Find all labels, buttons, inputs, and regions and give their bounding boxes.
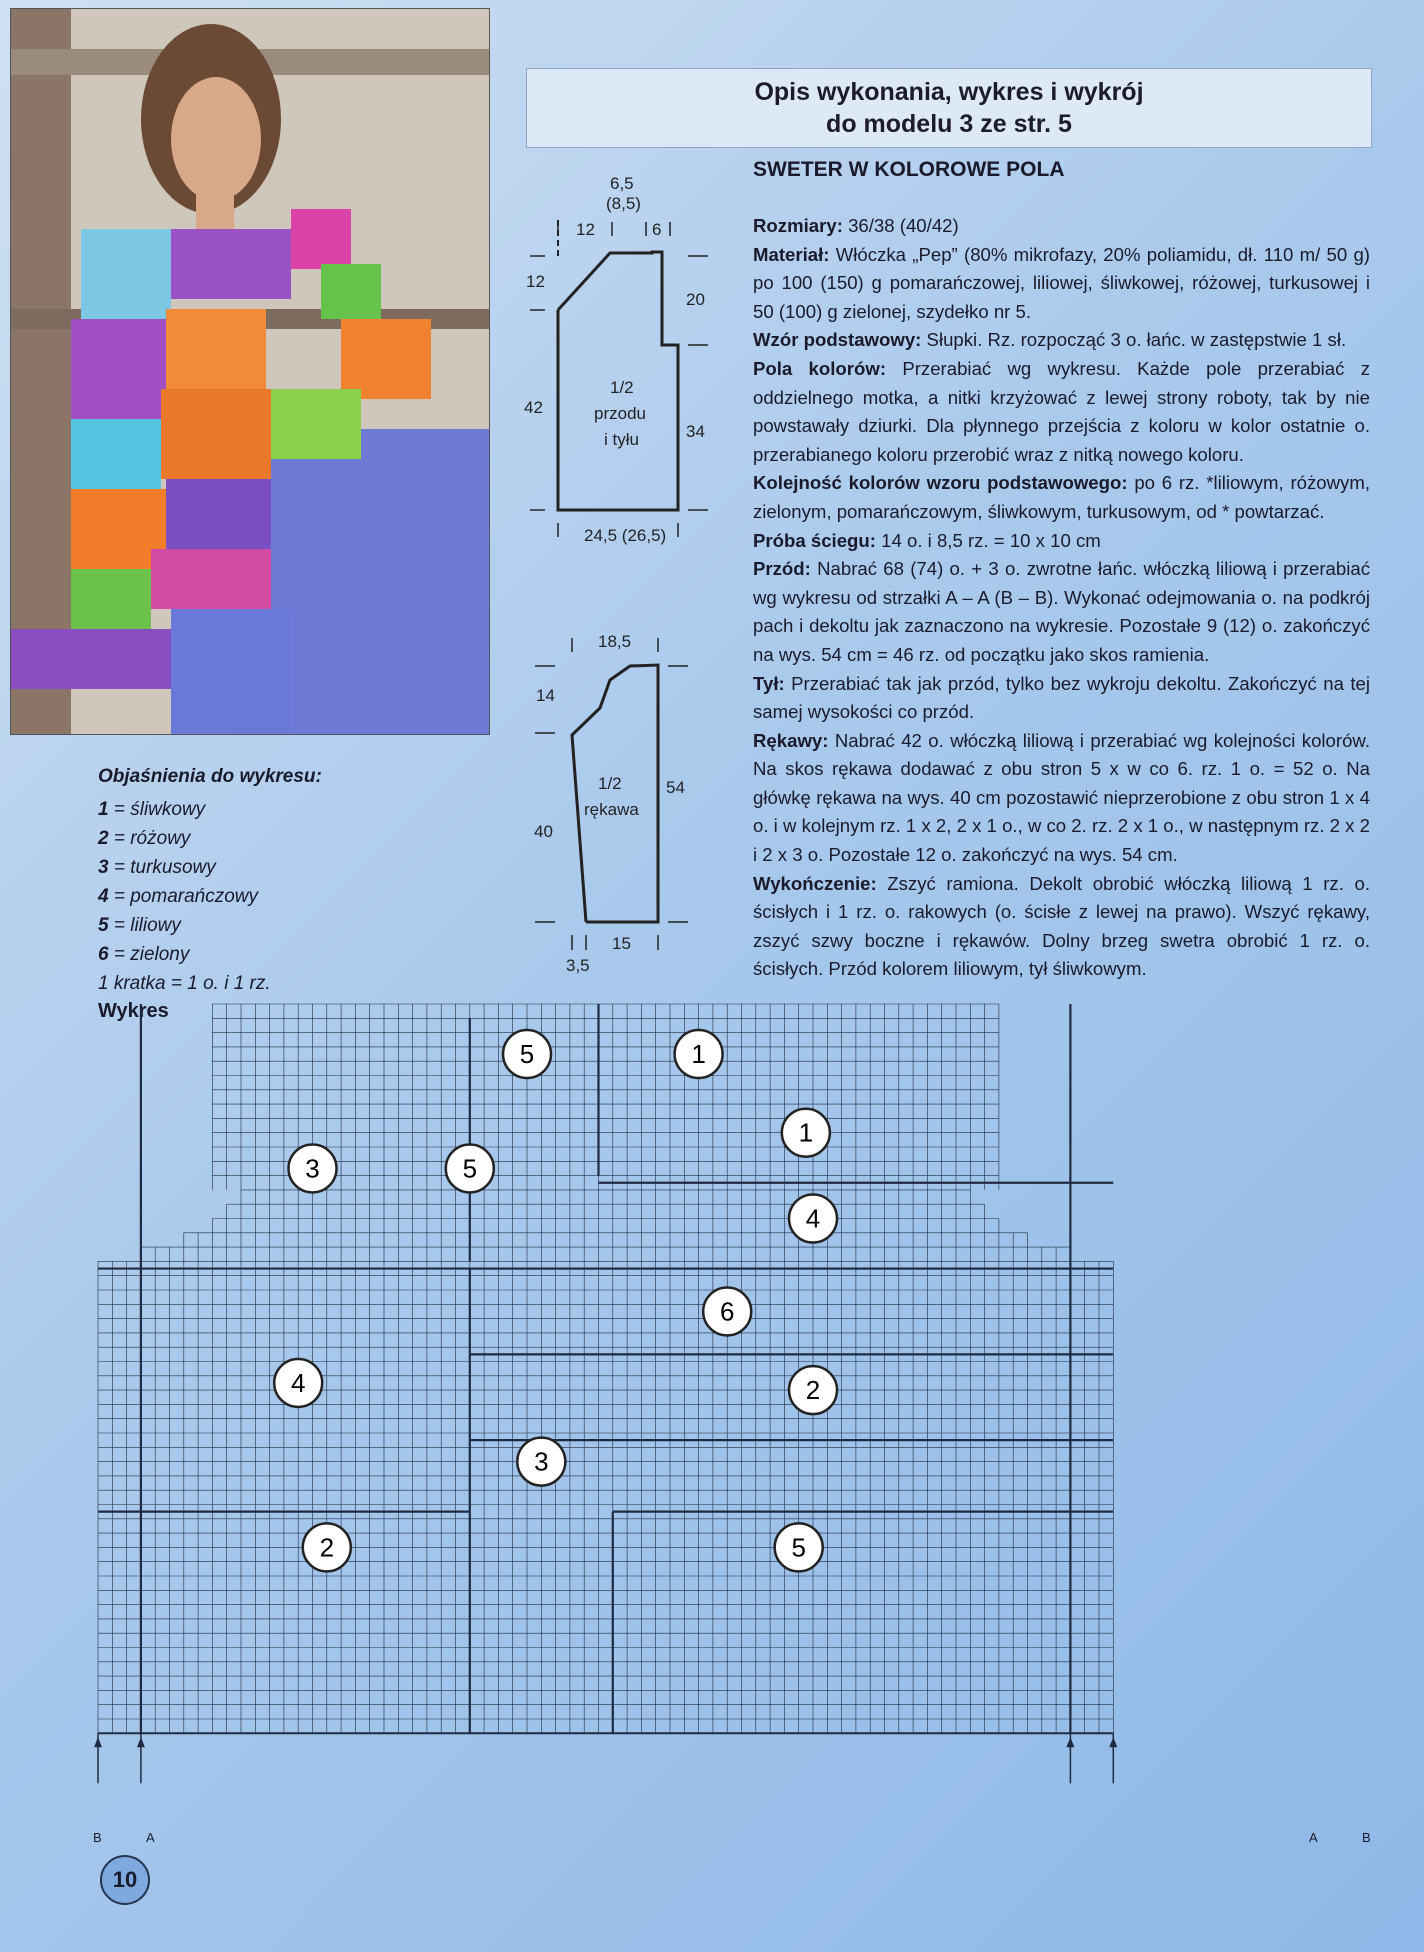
svg-text:2: 2 — [319, 1532, 335, 1563]
body-label-1: 1/2 — [610, 378, 634, 397]
chart-grid-lines — [98, 1004, 1113, 1733]
chart-number-badge — [703, 1287, 751, 1335]
marker-a-right: A — [1309, 1830, 1318, 1845]
chart-number-badge — [274, 1359, 322, 1407]
sleeve-bottom-offset: 3,5 — [566, 956, 590, 975]
desc-gauge: Próba ściegu: 14 o. i 8,5 rz. = 10 x 10 cm — [753, 529, 1101, 551]
chart-number-badge — [289, 1144, 337, 1192]
page-number: 10 — [100, 1855, 150, 1905]
chart-number-badge — [775, 1523, 823, 1571]
svg-text:6: 6 — [719, 1296, 735, 1327]
legend-item: 5 = liliowy — [98, 915, 181, 936]
svg-text:4: 4 — [290, 1367, 306, 1398]
svg-text:1: 1 — [798, 1117, 814, 1148]
svg-text:5: 5 — [462, 1153, 478, 1184]
body-left-lower: 42 — [524, 398, 543, 417]
desc-color-order: Kolejność kolorów wzoru podstawowego: po 6 rz. *liliowym, różowym, zielonym, pomarańczowym, śliwkowym, turkusowym, od * powtarzać. — [753, 472, 1370, 522]
desc-back: Tył: Przerabiać tak jak przód, tylko bez wykroju dekoltu. Zakończyć na tej samej wysokości co przód. — [753, 672, 1370, 723]
body-right-lower: 34 — [686, 422, 705, 441]
legend-item: 4 = pomarańczowy — [98, 886, 259, 907]
marker-b-right: B — [1362, 1830, 1371, 1845]
svg-text:3: 3 — [534, 1446, 549, 1477]
chart-arrowhead — [1109, 1737, 1117, 1747]
svg-text:2: 2 — [805, 1375, 821, 1406]
chart-number-badge — [517, 1438, 565, 1486]
chart-field-boundaries — [98, 1004, 1113, 1733]
marker-a-left: A — [146, 1830, 155, 1845]
body-neck-width-alt: (8,5) — [606, 194, 641, 213]
legend-item: 2 = różowy — [98, 828, 191, 849]
body-label-2: przodu — [594, 404, 646, 423]
chart-arrowhead — [137, 1737, 145, 1747]
title-line-1: Opis wykonania, wykres i wykrój — [754, 78, 1144, 106]
sleeve-label-1: 1/2 — [598, 774, 622, 793]
sleeve-top-width: 18,5 — [598, 632, 632, 651]
desc-front: Przód: Nabrać 68 (74) o. + 3 o. zwrotne łańc. włóczką liliową i przerabiać wg wykresu od strzałki A – A (B – B). Wykonać odejmowania o. na podkrój pach i dekoltu jak zaznaczono na wykresie. Pozostałe 9 (12) o. zakończyć na wys. 54 cm = 46 rz. od początku jako skos ramienia. — [753, 558, 1370, 665]
svg-text:4: 4 — [805, 1203, 821, 1234]
legend-heading: Objaśnienia do wykresu: — [98, 766, 322, 787]
chart-arrows — [94, 1733, 1117, 1783]
chart-number-badge — [789, 1195, 837, 1243]
sleeve-left-upper: 14 — [536, 686, 555, 705]
desc-color-fields: Pola kolorów: Przerabiać wg wykresu. Każde pole przerabiać z oddzielnego motka, a nitki krzyżować z lewej strony roboty, tak by nie powstawały dziurki. Dla płynnego przejścia z koloru w kolor ostatnie o. przerabianego koloru przerobić wraz z nitką nowego koloru. — [753, 357, 1371, 465]
desc-finishing: Wykończenie: Zszyć ramiona. Dekolt obrobić włóczką liliową 1 rz. o. ścisłych i 1 rz. o. rakowych (o. ścisłe z lewej na prawo). Wszyć rękawy, zszyć szwy boczne i rękawów. Dolny brzeg swetra obrobić 1 rz. o. ścisłych. Przód kolorem liliowym, tył śliwkowym. — [753, 872, 1371, 980]
sleeve-label-2: rękawa — [584, 800, 639, 819]
sleeve-bottom-width: 15 — [612, 934, 631, 953]
body-neck-width: 6,5 — [610, 174, 634, 193]
desc-sizes: Rozmiary: 36/38 (40/42) — [753, 215, 959, 236]
chart-number-badge — [789, 1366, 837, 1414]
body-shoulder-right: 6 — [652, 220, 662, 239]
chart-label: Wykres — [98, 1000, 169, 1022]
body-shoulder-left: 12 — [576, 220, 595, 239]
body-left-upper: 12 — [526, 272, 545, 291]
chart-number-badge — [782, 1109, 830, 1157]
svg-text:5: 5 — [791, 1532, 806, 1563]
legend-item: 1 = śliwkowy — [98, 799, 206, 820]
chart-number-badge — [503, 1030, 551, 1078]
legend-item: 3 = turkusowy — [98, 857, 216, 878]
body-label-3: i tyłu — [604, 430, 639, 449]
chart-number-badge — [446, 1144, 494, 1192]
chart-arrowhead — [94, 1737, 102, 1747]
sleeve-right: 54 — [666, 778, 685, 797]
svg-text:5: 5 — [519, 1039, 535, 1070]
title-line-2: do modelu 3 ze str. 5 — [826, 110, 1072, 138]
legend-note: 1 kratka = 1 o. i 1 rz. — [98, 973, 271, 994]
svg-text:1: 1 — [691, 1039, 706, 1070]
desc-sleeves: Rękawy: Nabrać 42 o. włóczką liliową i przerabiać wg kolejności kolorów. Na skos rękawa dodawać z obu stron 5 x w co 6. rz. 1 o. = 52 o. Na główkę rękawa na wys. 40 cm pozostawić nieprzerobione z obu stron 1 x 4 o. i w kolejnym rz. 1 x 2, 2 x 1 o., w co 2. rz. 2 x 1 o., w następnym rz. 2 x 2 i 2 x 3 o. Pozostałe 12 o. zakończyć na wys. 54 cm. — [753, 729, 1370, 866]
sleeve-left-lower: 40 — [534, 822, 553, 841]
chart-number-badge — [303, 1523, 351, 1571]
desc-material: Materiał: Włóczka „Pep” (80% mikrofazy, 20% poliamidu, dł. 110 m/ 50 g) po 100 (150) g pomarańczowej, liliowej, śliwkowej, różowej, turkusowej i 50 (100) g zielonej, szydełko nr 5. — [753, 243, 1370, 322]
legend-item: 6 = zielony — [98, 944, 190, 965]
desc-basic-pattern: Wzór podstawowy: Słupki. Rz. rozpocząć 3 o. łańc. w zastępstwie 1 sł. — [753, 329, 1347, 351]
model-name: SWETER W KOLOROWE POLA — [753, 158, 1065, 181]
chart-number-badge — [675, 1030, 723, 1078]
body-bottom-width: 24,5 (26,5) — [584, 526, 667, 545]
marker-b-left: B — [93, 1830, 102, 1845]
svg-text:3: 3 — [305, 1153, 320, 1184]
chart-arrowhead — [1066, 1737, 1074, 1747]
body-right-upper: 20 — [686, 290, 705, 309]
